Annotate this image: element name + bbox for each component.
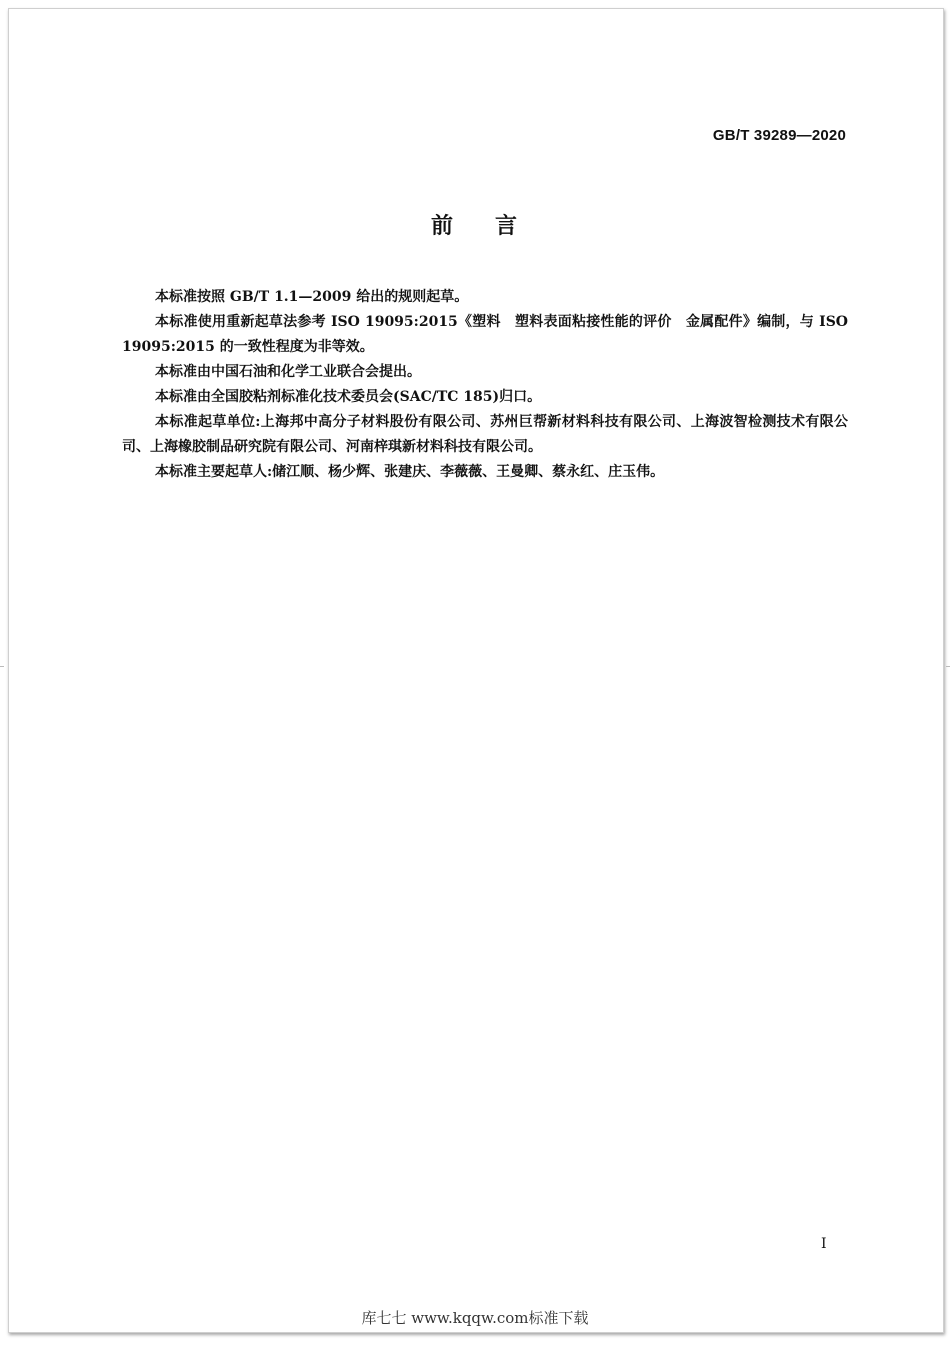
paragraph: 本标准主要起草人:储江顺、杨少辉、张建庆、李薇薇、王曼卿、蔡永红、庄玉伟。 <box>155 464 665 480</box>
page-number: I <box>821 1236 827 1252</box>
paragraph: 本标准起草单位:上海邦中高分子材料股份有限公司、苏州巨帮新材料科技有限公司、上海波智检测技术有限公司、上海橡胶制品研究院有限公司、河南梓琪新材料科技有限公司。 <box>122 414 848 455</box>
paragraph: 本标准由全国胶粘剂标准化技术委员会(SAC/TC 185)归口。 <box>155 389 542 405</box>
foreword-body <box>122 285 848 485</box>
paragraph: 本标准由中国石油和化学工业联合会提出。 <box>155 364 421 380</box>
fold-mark <box>0 666 4 667</box>
title-char: 言 <box>495 213 520 239</box>
fold-mark <box>946 666 950 667</box>
standard-number: GB/T 39289—2020 <box>712 127 846 144</box>
paragraph: 本标准按照 GB/T 1.1—2009 给出的规则起草。 <box>155 289 469 305</box>
paragraph: 本标准使用重新起草法参考 ISO 19095:2015《塑料 塑料表面粘接性能的评价 金属配件》编制，与 ISO 19095:2015 的一致性程度为非等效。 <box>122 314 848 355</box>
page-title <box>0 209 950 240</box>
title-char: 前 <box>430 213 455 239</box>
watermark: 库七七 www.kqqw.com标准下载 <box>361 1309 589 1327</box>
document-page <box>8 8 944 1333</box>
